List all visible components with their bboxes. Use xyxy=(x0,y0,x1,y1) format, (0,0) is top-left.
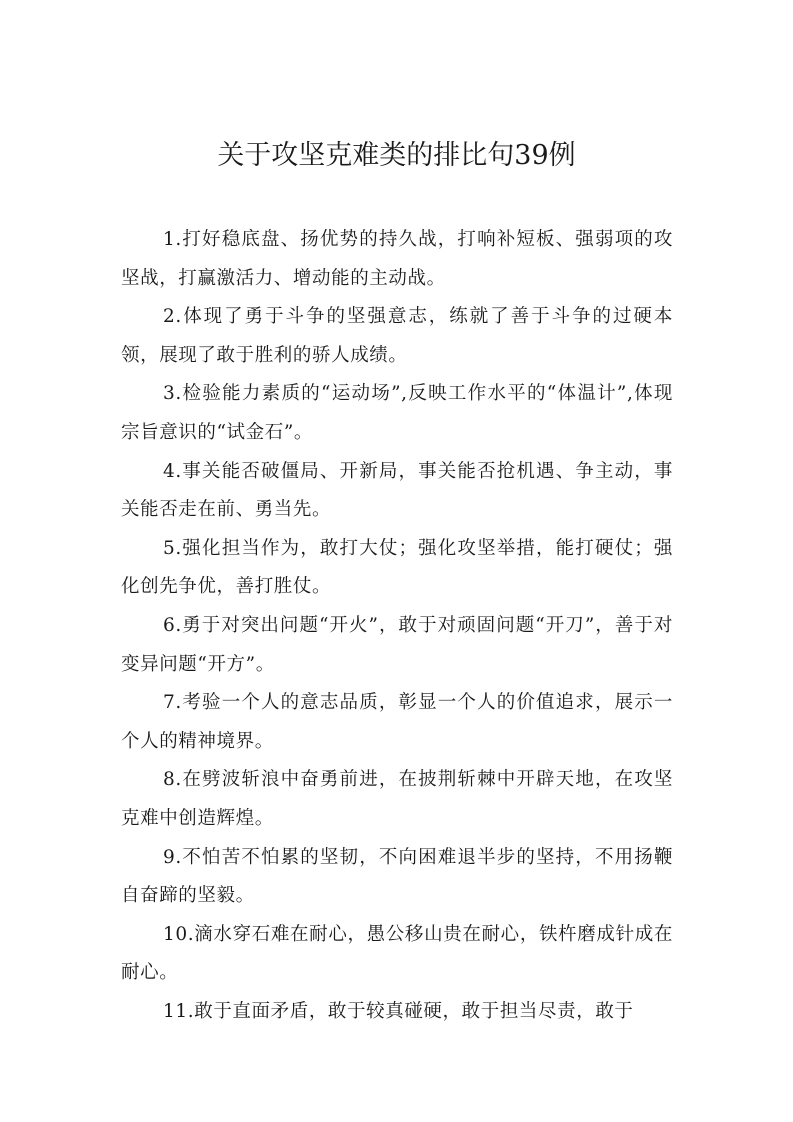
paragraph-8: 8.在劈波斩浪中奋勇前进，在披荆斩棘中开辟天地，在攻坚克难中创造辉煌。 xyxy=(121,769,673,829)
paragraph-9: 9.不怕苦不怕累的坚韧，不向困难退半步的坚持，不用扬鞭自奋蹄的坚毅。 xyxy=(121,846,673,907)
document-title: 关于攻坚克难类的排比句39例 xyxy=(217,140,576,171)
paragraph-10: 10.滴水穿石难在耐心，愚公移山贵在耐心，铁杵磨成针成在耐心。 xyxy=(121,923,673,984)
document-body xyxy=(121,221,673,1031)
paragraph-7: 7.考验一个人的意志品质，彰显一个人的价值追求，展示一个人的精神境界。 xyxy=(121,692,673,752)
paragraph-4: 4.事关能否破僵局、开新局，事关能否抢机遇、争主动，事关能否走在前、勇当先。 xyxy=(121,460,673,521)
paragraph-5: 5.强化担当作为，敢打大仗；强化攻坚举措，能打硬仗；强化创先争优，善打胜仗。 xyxy=(121,537,673,598)
paragraph-2: 2.体现了勇于斗争的坚强意志，练就了善于斗争的过硬本领，展现了敢于胜利的骄人成绩。 xyxy=(121,306,673,366)
paragraph-11: 11.敢于直面矛盾，敢于较真碰硬，敢于担当尽责，敢于 xyxy=(163,1000,634,1022)
paragraph-3: 3.检验能力素质的“运动场”,反映工作水平的“体温计”,体现宗旨意识的“试金石”。 xyxy=(121,383,673,443)
paragraph-1: 1.打好稳底盘、扬优势的持久战，打响补短板、强弱项的攻坚战，打赢激活力、增动能的主动战。 xyxy=(121,229,673,289)
paragraph-6: 6.勇于对突出问题“开火”，敢于对顽固问题“开刀”，善于对变异问题“开方”。 xyxy=(121,614,673,675)
